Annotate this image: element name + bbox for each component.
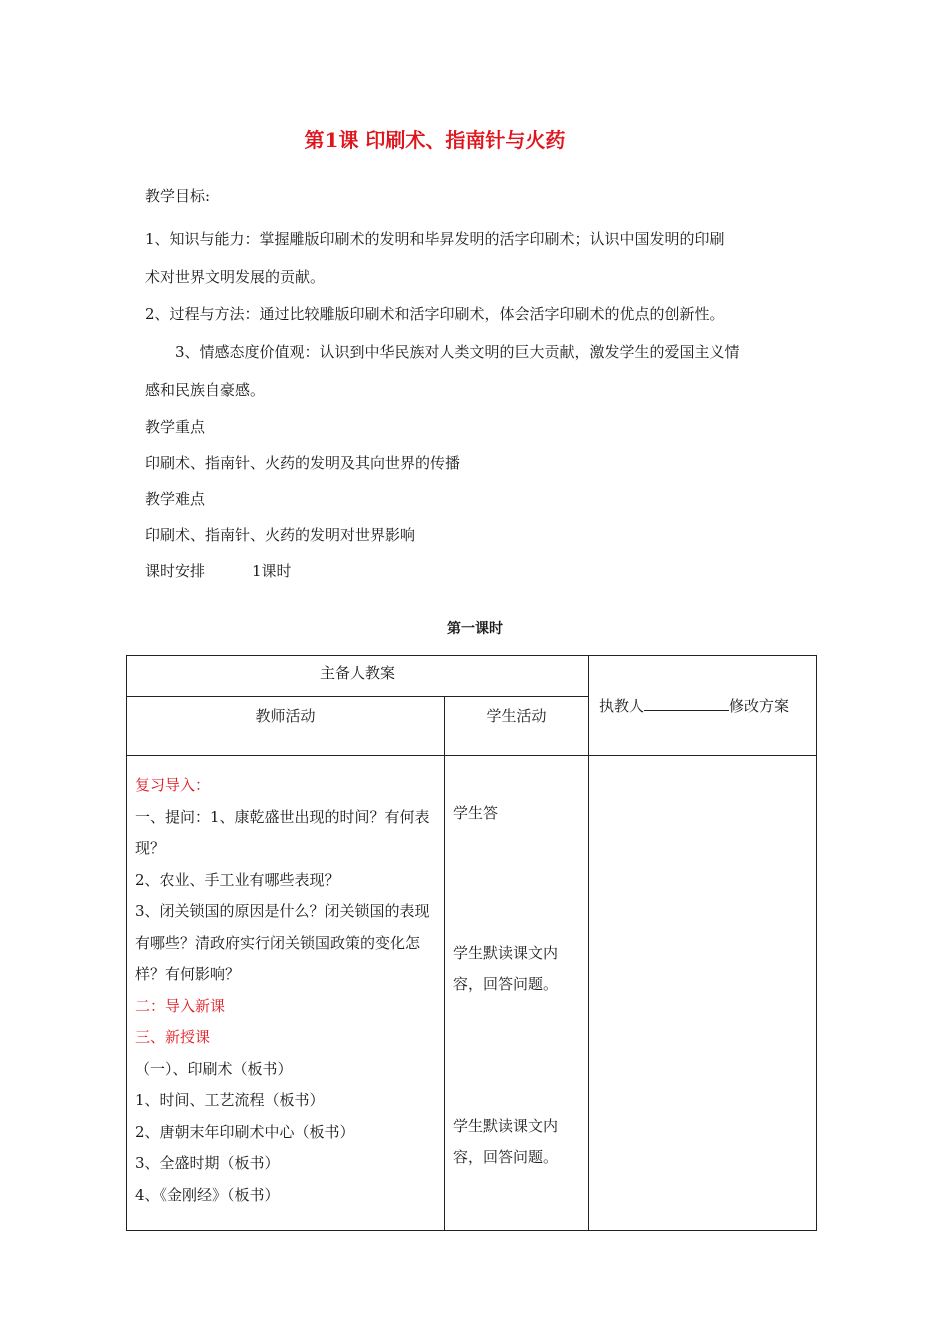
- teacher-line: 复习导入：: [135, 776, 211, 794]
- teacher-line: （一）、印刷术（板书）: [135, 1059, 293, 1078]
- difficult-points-heading: 教学难点: [145, 490, 206, 508]
- teacher-line: 三、新授课: [135, 1028, 211, 1046]
- objective-3-line-1: 3、情感态度价值观：认识到中华民族对人类文明的巨大贡献，激发学生的爱国主义情: [175, 343, 740, 361]
- objective-2: 2、过程与方法：通过比较雕版印刷术和活字印刷术，体会活字印刷术的优点的创新性。: [145, 305, 725, 323]
- teacher-line: 2、唐朝末年印刷术中心（板书）: [135, 1122, 355, 1141]
- objective-1-line-1: 1、知识与能力：掌握雕版印刷术的发明和毕昇发明的活字印刷术；认识中国发明的印刷: [145, 230, 725, 248]
- header-right-prefix: 执教人: [599, 697, 645, 715]
- key-points-heading: 教学重点: [145, 418, 206, 436]
- header-teacher-cell: [127, 697, 445, 756]
- header-right-suffix: 修改方案: [729, 697, 790, 715]
- page-title: 第1课 印刷术、指南针与火药: [304, 128, 566, 152]
- teacher-line: 4、《金刚经》（板书）: [135, 1185, 280, 1204]
- teacher-line: 1、时间、工艺流程（板书）: [135, 1091, 325, 1109]
- header-teacher: 教师活动: [255, 707, 316, 725]
- student-activity-cell: [445, 756, 589, 1231]
- teacher-line: 二：导入新课: [135, 996, 226, 1015]
- teacher-line: 3、闭关锁国的原因是什么？闭关锁国的表现有哪些？清政府实行闭关锁国政策的变化怎样？有何影响？: [135, 902, 430, 983]
- key-points-text: 印刷术、指南针、火药的发明及其向世界的传播: [145, 454, 461, 472]
- period-title: 第一课时: [447, 621, 503, 637]
- student-line: 学生默读课文内容，回答问题。: [453, 943, 559, 993]
- header-main: 主备人教案: [320, 664, 396, 682]
- header-student-cell: [445, 697, 589, 756]
- header-right-cell: [589, 656, 817, 756]
- revision-cell: [589, 756, 817, 1231]
- header-student: 学生活动: [486, 707, 547, 725]
- schedule-label: 课时安排: [145, 562, 206, 580]
- objectives-heading: 教学目标:: [145, 187, 211, 205]
- teacher-activity-cell: [127, 756, 445, 1231]
- student-line: 学生默读课文内容，回答问题。: [453, 1116, 559, 1166]
- objective-3-line-2: 感和民族自豪感。: [145, 381, 266, 399]
- difficult-points-text: 印刷术、指南针、火药的发明对世界影响: [145, 526, 416, 544]
- schedule-value: 1课时: [252, 562, 292, 580]
- teacher-line: 一、提问：1、康乾盛世出现的时间？有何表现？: [135, 807, 430, 857]
- student-line: 学生答: [453, 804, 499, 822]
- teacher-name-blank: [644, 696, 729, 711]
- objective-1-line-2: 术对世界文明发展的贡献。: [145, 268, 326, 286]
- lesson-plan-table: [126, 655, 817, 1231]
- header-main-cell: [127, 656, 589, 697]
- teacher-line: 3、全盛时期（板书）: [135, 1154, 280, 1172]
- teacher-line: 2、农业、手工业有哪些表现？: [135, 870, 340, 889]
